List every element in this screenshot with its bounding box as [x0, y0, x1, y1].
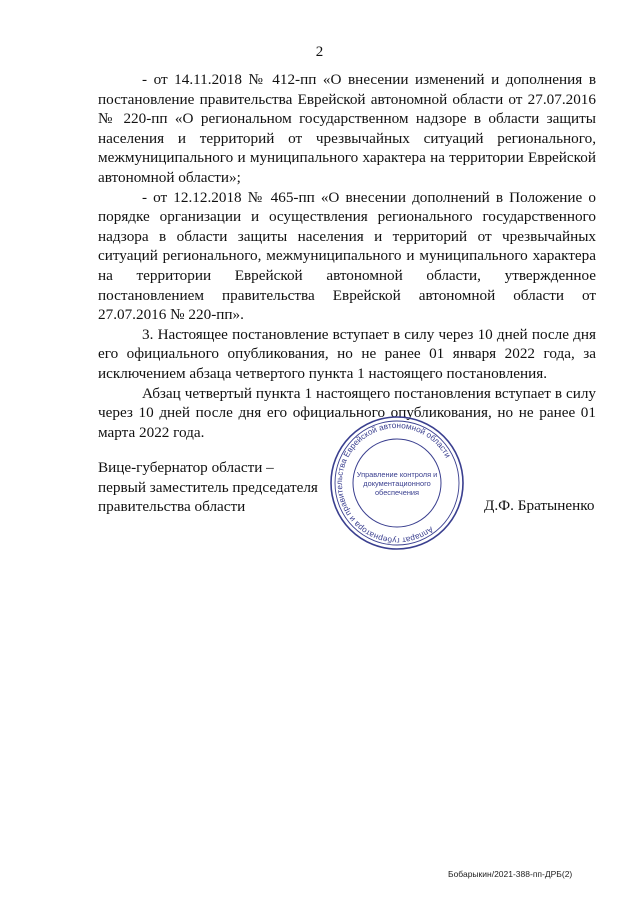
- official-seal-graphic: [328, 414, 466, 552]
- seal-inner-text: документационного: [363, 479, 431, 488]
- seal-outer-text: Аппарат губернатора и правительства Еврейской автономной области: [334, 420, 453, 546]
- paragraph-effective-date: 3. Настоящее постановление вступает в силу через 10 дней после дня его официального опубликования, но не ранее 01 января 2022 года, за исключением абзаца четвертого пункта 1 настоящего постановления.: [98, 325, 596, 382]
- page-number: 2: [315, 44, 324, 60]
- seal-inner-text: обеспечения: [374, 488, 420, 497]
- signatory-name: Д.Ф. Братыненко: [484, 497, 595, 514]
- signatory-position-line: Вице-губернатор области –: [98, 459, 274, 476]
- seal-inner-text: Управление контроля и: [356, 470, 438, 479]
- paragraph-amendment-465: - от 12.12.2018 № 465-пп «О внесении дополнений в Положение о порядке организации и осуществления регионального государственного надзора в области защиты населения и территорий от чрезвычайных ситуаций регионального, межмуниципального и муниципального характера на территории Еврейской автономной области, утвержденное постановлением правительства Еврейской автономной области от 27.07.2016 № 220-пп».: [98, 188, 596, 324]
- paragraph-amendment-412: - от 14.11.2018 № 412-пп «О внесении изменений и дополнения в постановление правительства Еврейской автономной области от 27.07.2016 № 220-пп «О региональном государственном надзоре в области защиты населения и территорий от чрезвычайных ситуаций регионального, межмуниципального и муниципального характера на территории Еврейской автономной области»;: [98, 71, 596, 186]
- signatory-position-line: первый заместитель председателя: [98, 478, 318, 496]
- signatory-position-line: правительства области: [98, 498, 246, 515]
- document-reference: Бобарыкин/2021-388-пп-ДРБ(2): [448, 869, 573, 879]
- paragraph-effective-date-exception: Абзац четвертый пункта 1 настоящего постановления вступает в силу через 10 дней после дня его официального опубликования, но не ранее 01 марта 2022 года.: [98, 384, 596, 441]
- document-body: [98, 70, 596, 442]
- official-seal: [328, 414, 466, 552]
- signatory-position: [98, 458, 318, 517]
